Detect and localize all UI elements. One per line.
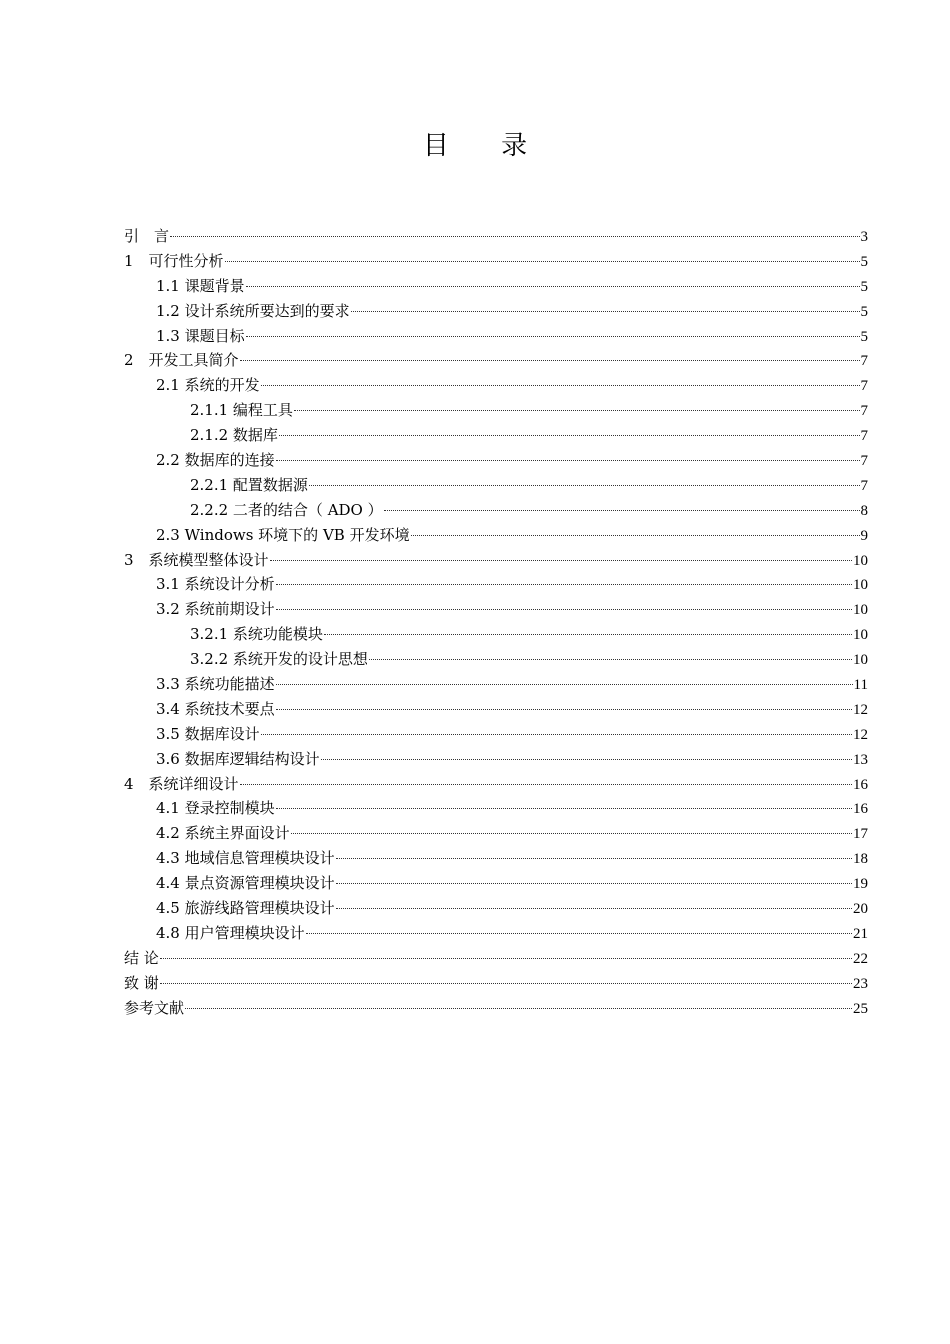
toc-leader-dots [384, 510, 860, 511]
toc-entry[interactable] [124, 821, 868, 846]
toc-page-number: 17 [853, 826, 868, 843]
toc-page-number: 16 [853, 801, 868, 818]
toc-leader-dots [170, 236, 859, 237]
toc-entry-text: 4.3 地域信息管理模块设计 [156, 849, 335, 868]
toc-leader-dots [336, 883, 852, 884]
toc-page-number: 23 [853, 975, 868, 992]
toc-entry[interactable] [124, 846, 868, 871]
toc-page-number: 5 [860, 253, 868, 270]
toc-entry[interactable] [124, 398, 868, 423]
toc-entry-text: 4.5 旅游线路管理模块设计 [156, 899, 335, 918]
toc-entry[interactable] [124, 498, 868, 523]
toc-entry[interactable] [124, 473, 868, 498]
toc-leader-dots [261, 385, 860, 386]
toc-leader-dots [276, 609, 852, 610]
toc-entry[interactable] [124, 896, 868, 921]
toc-page-number: 20 [853, 901, 868, 918]
toc-entry[interactable] [124, 772, 868, 797]
toc-entry[interactable] [124, 324, 868, 349]
toc-leader-dots [160, 958, 852, 959]
toc-leader-dots [276, 684, 853, 685]
toc-leader-dots [276, 460, 860, 461]
toc-entry-text: 3 系统模型整体设计 [124, 550, 269, 569]
toc-entry-text: 1.1 课题背景 [156, 276, 245, 295]
toc-entry[interactable] [124, 597, 868, 622]
toc-page-number: 19 [853, 876, 868, 893]
toc-entry[interactable] [124, 622, 868, 647]
toc-entry[interactable] [124, 921, 868, 946]
toc-leader-dots [294, 410, 860, 411]
toc-entry-text: 3.6 数据库逻辑结构设计 [156, 749, 320, 768]
toc-leader-dots [411, 535, 860, 536]
toc-leader-dots [321, 759, 852, 760]
toc-leader-dots [351, 311, 860, 312]
toc-entry-text: 4 系统详细设计 [124, 774, 239, 793]
toc-leader-dots [276, 709, 852, 710]
toc-page-number: 7 [860, 428, 868, 445]
toc-entry-text: 2.2 数据库的连接 [156, 451, 275, 470]
toc-entry-text: 3.2 系统前期设计 [156, 600, 275, 619]
toc-entry-text: 2.2.2 二者的结合（ ADO ） [190, 500, 383, 519]
toc-entry-text: 4.1 登录控制模块 [156, 799, 275, 818]
toc-entry-text: 3.1 系统设计分析 [156, 575, 275, 594]
toc-entry[interactable] [124, 697, 868, 722]
toc-entry-text: 4.8 用户管理模块设计 [156, 923, 305, 942]
toc-page-number: 9 [860, 527, 868, 544]
toc-leader-dots [225, 261, 860, 262]
toc-page-number: 5 [860, 303, 868, 320]
toc-entry-text: 2.1.2 数据库 [190, 426, 278, 445]
toc-page-number: 10 [853, 577, 868, 594]
toc-entry-text: 2.1 系统的开发 [156, 376, 260, 395]
toc-entry-text: 3.2.1 系统功能模块 [190, 625, 323, 644]
toc-leader-dots [185, 1008, 852, 1009]
toc-leader-dots [291, 833, 852, 834]
toc-entry[interactable] [124, 672, 868, 697]
toc-page-number: 10 [853, 627, 868, 644]
toc-page-number: 12 [853, 726, 868, 743]
toc-page-number: 3 [860, 229, 868, 245]
toc-entry[interactable] [124, 871, 868, 896]
toc-entry[interactable] [124, 423, 868, 448]
toc-page-number: 5 [860, 278, 868, 295]
toc-entry-text: 1.2 设计系统所要达到的要求 [156, 301, 350, 320]
toc-leader-dots [246, 336, 860, 337]
toc-entry[interactable] [124, 448, 868, 473]
toc-leader-dots [324, 634, 852, 635]
table-of-contents [124, 224, 868, 1021]
toc-entry[interactable] [124, 299, 868, 324]
toc-entry[interactable] [124, 647, 868, 672]
toc-entry-text: 3.3 系统功能描述 [156, 675, 275, 694]
toc-leader-dots [336, 908, 852, 909]
toc-entry-text: 2.3 Windows 环境下的 VB 开发环境 [156, 525, 410, 544]
toc-leader-dots [240, 784, 852, 785]
toc-leader-dots [261, 734, 852, 735]
toc-entry[interactable] [124, 274, 868, 299]
toc-leader-dots [306, 933, 852, 934]
toc-page-number: 10 [853, 602, 868, 619]
toc-page-number: 5 [860, 328, 868, 345]
toc-leader-dots [279, 435, 860, 436]
toc-page-number: 10 [853, 652, 868, 669]
toc-entry[interactable] [124, 946, 868, 971]
toc-page-number: 8 [860, 502, 868, 519]
toc-leader-dots [246, 286, 860, 287]
toc-page-number: 7 [860, 477, 868, 494]
toc-page-number: 10 [853, 552, 868, 569]
toc-leader-dots [240, 360, 860, 361]
toc-entry[interactable] [124, 249, 868, 274]
toc-page-number: 7 [860, 378, 868, 395]
toc-entry-text: 3.2.2 系统开发的设计思想 [190, 650, 368, 669]
page-title: 目 录 [422, 131, 550, 161]
toc-entry[interactable] [124, 572, 868, 597]
toc-entry-text: 2 开发工具简介 [124, 351, 239, 370]
toc-page-number: 21 [853, 925, 868, 942]
toc-leader-dots [309, 485, 860, 486]
toc-entry-text: 结 论 [124, 948, 159, 967]
toc-page-number: 13 [853, 751, 868, 768]
toc-entry[interactable] [124, 523, 868, 548]
toc-entry[interactable] [124, 971, 868, 996]
toc-leader-dots [369, 659, 852, 660]
toc-page-number: 7 [860, 403, 868, 420]
toc-entry[interactable] [124, 373, 868, 398]
toc-entry[interactable] [124, 548, 868, 573]
toc-leader-dots [276, 584, 852, 585]
toc-entry[interactable] [124, 996, 868, 1021]
toc-leader-dots [336, 858, 852, 859]
toc-page-number: 18 [853, 851, 868, 868]
toc-entry-text: 1 可行性分析 [124, 251, 224, 270]
toc-entry-text: 致 谢 [124, 973, 159, 992]
toc-page-number: 11 [853, 677, 868, 694]
toc-entry[interactable] [124, 722, 868, 747]
toc-entry-text: 4.4 景点资源管理模块设计 [156, 874, 335, 893]
toc-leader-dots [270, 560, 852, 561]
toc-entry-text: 引 言 [124, 227, 170, 245]
toc-leader-dots [276, 808, 852, 809]
toc-page-number: 12 [853, 701, 868, 718]
toc-entry[interactable] [124, 796, 868, 821]
toc-entry-text: 4.2 系统主界面设计 [156, 824, 290, 843]
toc-page-number: 7 [860, 353, 868, 370]
toc-entry-text: 2.2.1 配置数据源 [190, 475, 308, 494]
toc-entry-text: 2.1.1 编程工具 [190, 401, 293, 420]
toc-page-number: 7 [860, 453, 868, 470]
toc-entry[interactable] [124, 224, 868, 249]
toc-entry-text: 3.4 系统技术要点 [156, 699, 275, 718]
toc-entry[interactable] [124, 747, 868, 772]
toc-entry-text: 1.3 课题目标 [156, 326, 245, 345]
toc-leader-dots [160, 983, 852, 984]
toc-entry-text: 参考文献 [124, 998, 185, 1017]
toc-page-number: 25 [853, 1000, 868, 1017]
toc-entry-text: 3.5 数据库设计 [156, 724, 260, 743]
toc-page-number: 16 [853, 776, 868, 793]
toc-page-number: 22 [853, 950, 868, 967]
toc-entry[interactable] [124, 348, 868, 373]
